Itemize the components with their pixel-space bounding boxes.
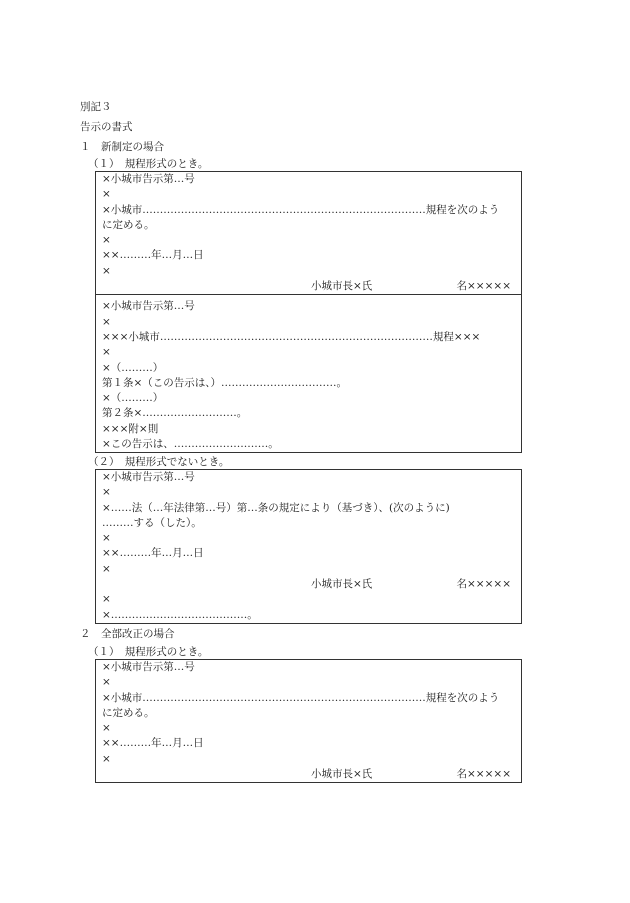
- box-line: ×: [102, 188, 111, 201]
- box-line: ………する（した）。: [102, 516, 202, 529]
- box-line: ×小城市告示第…号: [102, 300, 195, 313]
- mayor-name: 名×××××: [456, 280, 511, 293]
- section2-sub1-heading: （１） 規程形式のとき。: [88, 646, 209, 658]
- signature-line: [96, 767, 521, 782]
- section1-sub1-heading: （１） 規程形式のとき。: [88, 158, 209, 170]
- section1-sub2-heading: （２） 規程形式でないとき。: [88, 456, 230, 468]
- box-line: ×: [102, 315, 111, 328]
- box-line: ×…………………………………。: [102, 608, 258, 621]
- notice-box-full-revision: [95, 659, 522, 783]
- form-title: 告示の書式: [80, 121, 133, 133]
- box-line: ×小城市告示第…号: [102, 471, 195, 483]
- box-line: ×: [102, 593, 111, 606]
- box-line: ×小城市告示第…号: [102, 661, 195, 673]
- box-line: 第２条×………………………。: [102, 407, 248, 420]
- mayor-title: 小城市長×氏: [311, 578, 373, 591]
- box-line: ×（………）: [102, 361, 164, 374]
- box-line: ×小城市告示第…号: [102, 173, 195, 185]
- signature-line: [96, 577, 521, 592]
- box-line: ×××附×則: [102, 422, 159, 435]
- box-line: ×: [102, 752, 111, 765]
- box-line: ×: [102, 722, 111, 735]
- box-line: ×: [102, 264, 111, 277]
- notice-box-regulation-new: [95, 171, 522, 453]
- box-line: に定める。: [102, 706, 155, 719]
- box-line: ×: [102, 234, 111, 247]
- box-line: ×: [102, 532, 111, 545]
- box-line: ×（………）: [102, 392, 164, 405]
- box-line: ×小城市………………………………………………………………………規程を次のよう: [102, 691, 500, 704]
- box-line: ×: [102, 562, 111, 575]
- box-line: 第１条×（この告示は、）……………………………。: [102, 376, 348, 389]
- box-line: ×: [102, 346, 111, 359]
- mayor-name: 名×××××: [456, 578, 511, 591]
- box-line: ×××小城市……………………………………………………………………規程×××: [102, 330, 481, 343]
- mayor-title: 小城市長×氏: [311, 768, 373, 781]
- box-line: ×: [102, 486, 111, 499]
- box-line: ×: [102, 676, 111, 689]
- box-line: ××………年…月…日: [102, 737, 204, 750]
- section1-heading: １ 新制定の場合: [80, 141, 164, 153]
- mayor-title: 小城市長×氏: [311, 280, 373, 293]
- box-line: ××………年…月…日: [102, 249, 204, 262]
- box-line: ××………年…月…日: [102, 547, 204, 560]
- box-line: ×この告示は、………………………。: [102, 438, 279, 451]
- box-line: に定める。: [102, 218, 155, 231]
- mayor-name: 名×××××: [456, 768, 511, 781]
- box-line: ×小城市………………………………………………………………………規程を次のよう: [102, 203, 500, 216]
- box-line: ×……法（…年法律第…号）第…条の規定により（基づき）、(次のように): [102, 501, 450, 514]
- attachment-label: 別記３: [80, 101, 112, 113]
- section2-heading: ２ 全部改正の場合: [80, 628, 175, 640]
- signature-line: [96, 279, 521, 294]
- notice-box-non-regulation: [95, 469, 522, 624]
